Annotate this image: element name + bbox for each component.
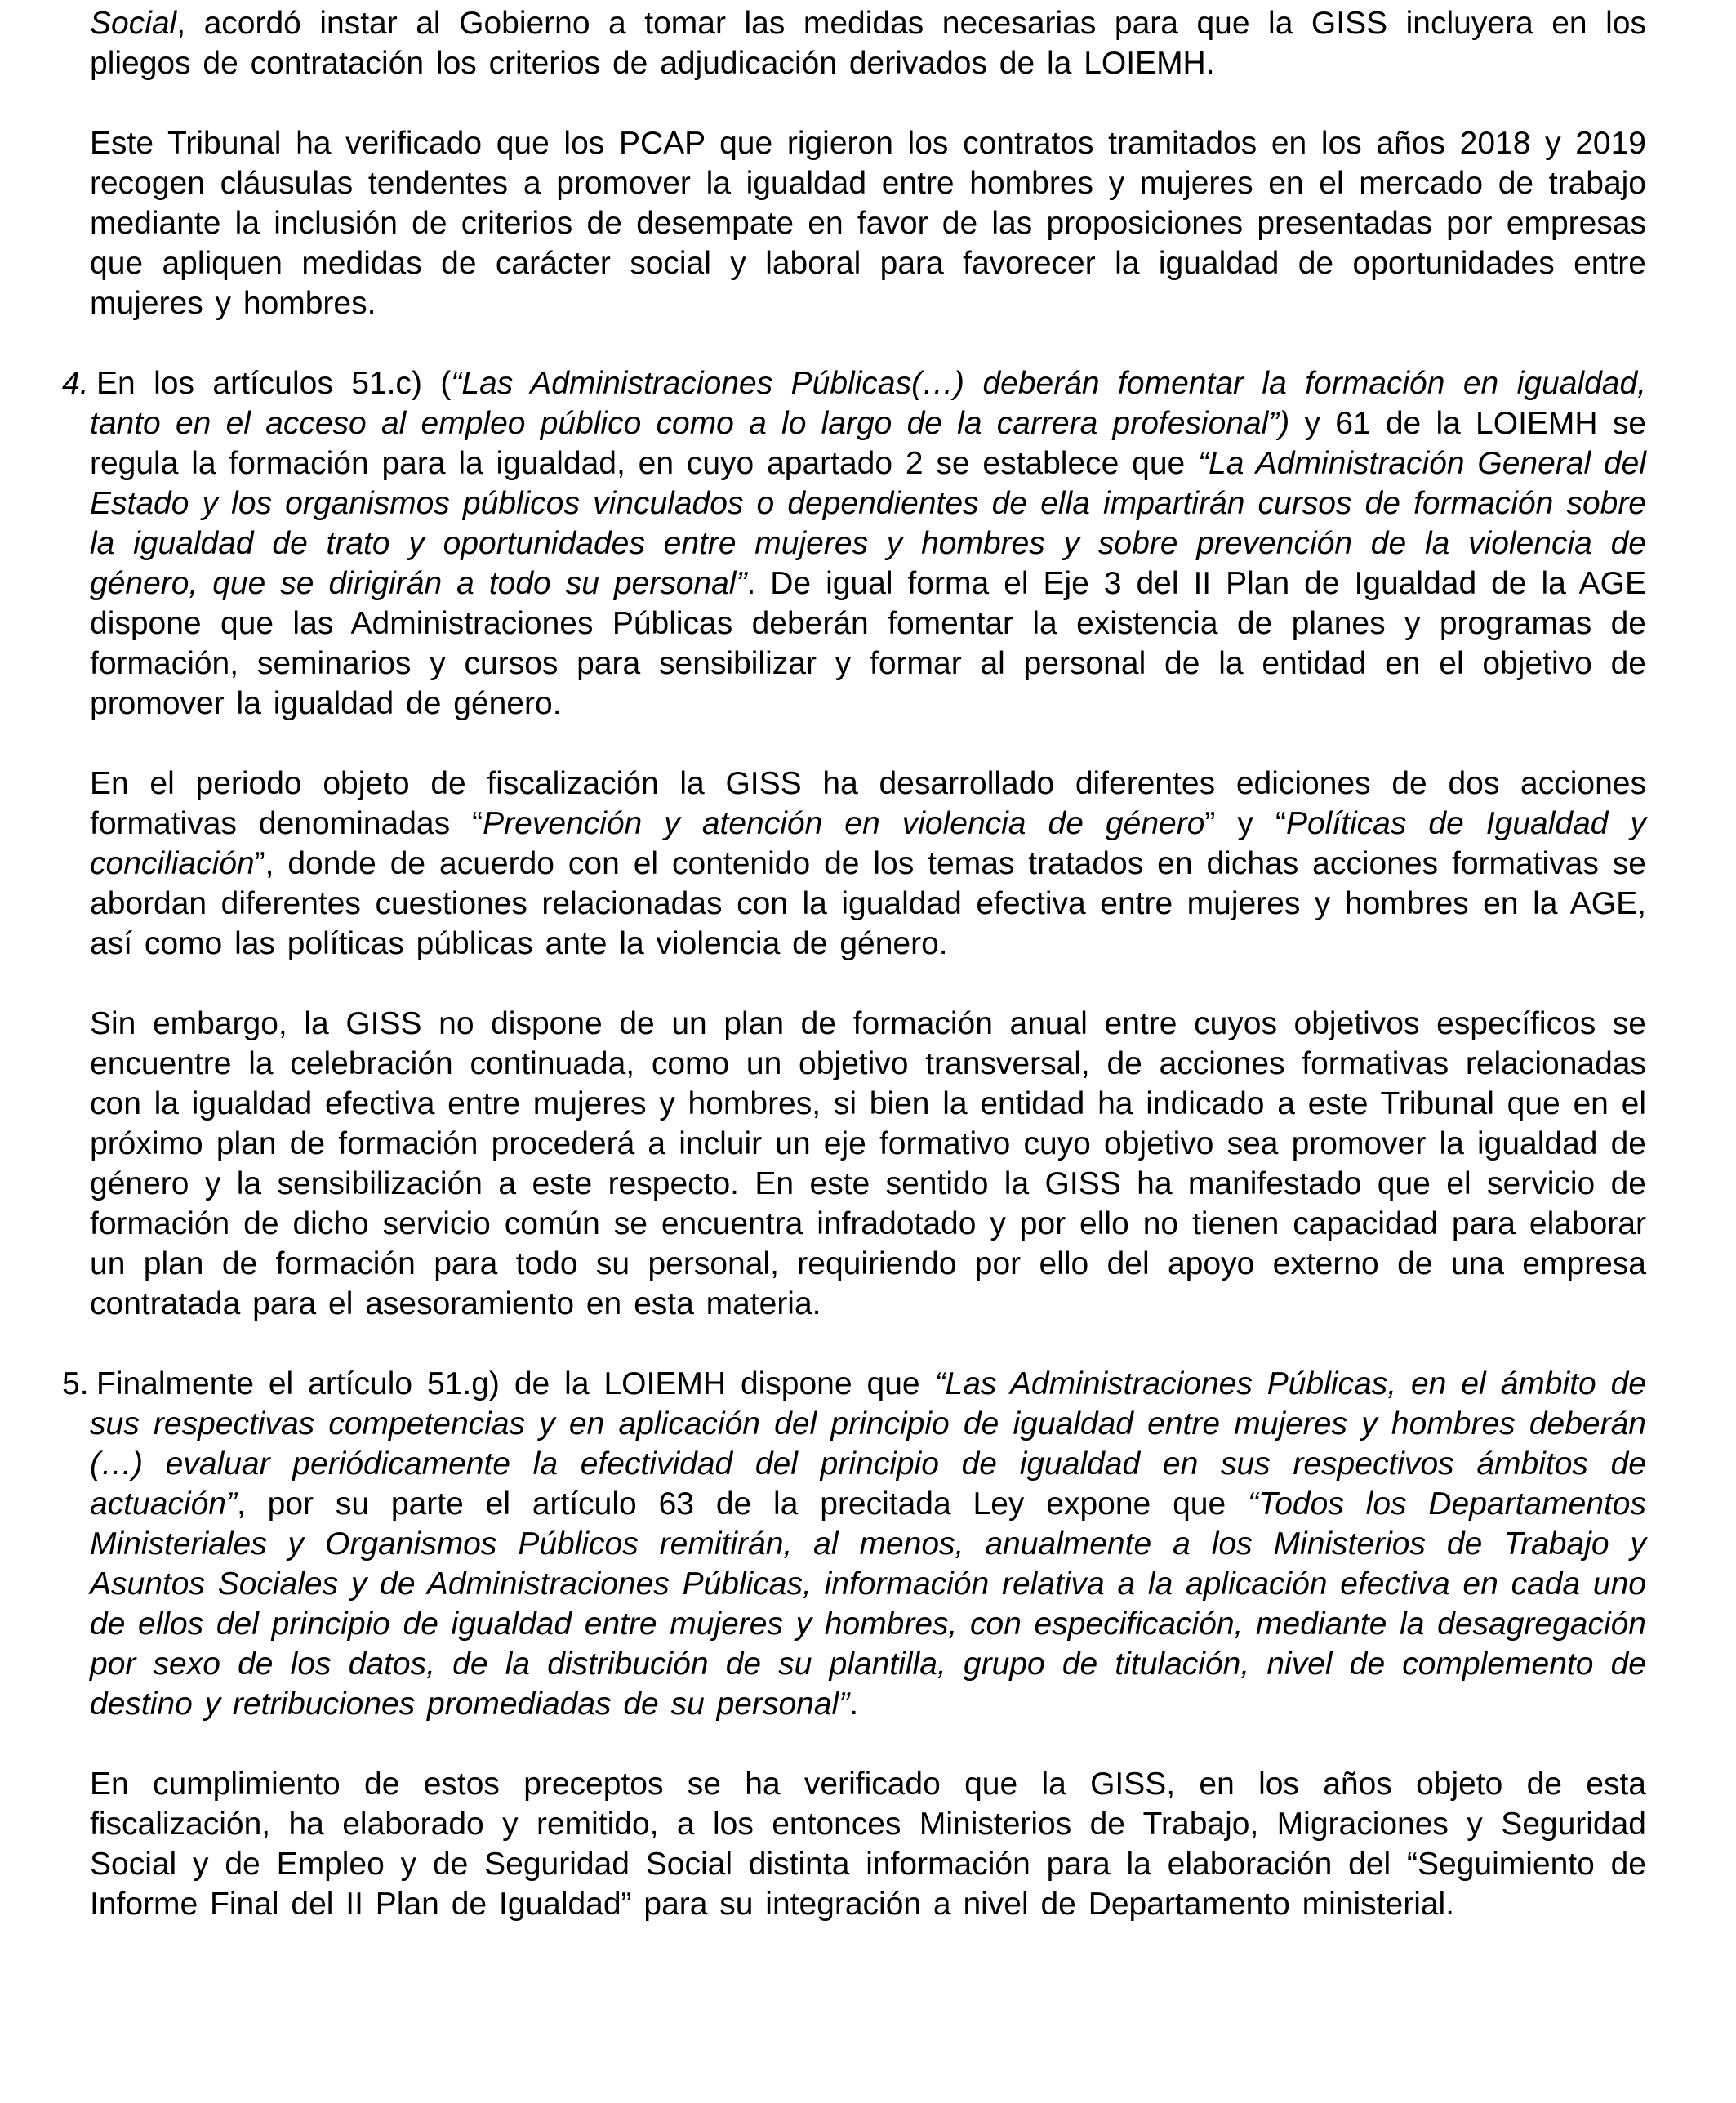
paragraph xyxy=(90,3,1646,83)
text-run: En los artículos 51.c) ( xyxy=(96,366,452,401)
document-body xyxy=(62,3,1647,1924)
numbered-item xyxy=(62,363,1647,724)
text-run: Finalmente el artículo 51.g) de la LOIEMH dispone que xyxy=(96,1366,935,1401)
italic-text-run: “La Administración General del Estado y los organismos públicos vinculados o dependientes de ella impartirán cursos de formación sobre la igualdad de trato y oportunidades entre mujeres y hombres y sobre prevención de la violencia de género, que se dirigirán a todo su personal” xyxy=(90,446,1646,601)
numbered-item xyxy=(62,1364,1647,1724)
italic-text-run: Políticas de Igualdad y conciliación xyxy=(90,806,1646,881)
paragraph xyxy=(90,1764,1646,1924)
text-run: ”, donde de acuerdo con el contenido de los temas tratados en dichas acciones formativas se abordan diferentes cuestiones relacionadas con la igualdad efectiva entre mujeres y hombres en la AGE, así como las políticas públicas ante la violencia de género. xyxy=(90,846,1646,961)
text-run: En cumplimiento de estos preceptos se ha verificado que la GISS, en los años objeto de esta fiscalización, ha elaborado y remitido, a los entonces Ministerios de Trabajo, Migraciones y Seguridad Social y de Empleo y de Seguridad Social distinta información para la elaboración del “Seguimiento de Informe Final del II Plan de Igualdad” para su integración a nivel de Departamento ministerial. xyxy=(90,1767,1646,1922)
italic-text-run: Social xyxy=(90,6,177,41)
list-number: 4. xyxy=(62,366,89,401)
text-run: y 61 de la LOIEMH se regula la formación para la igualdad, en cuyo apartado 2 se establece que xyxy=(90,406,1647,481)
text-run: , acordó instar al Gobierno a tomar las medidas necesarias para que la GISS incluyera en los pliegos de contratación los criterios de adjudicación derivados de la LOIEMH. xyxy=(90,6,1646,81)
text-run: Sin embargo, la GISS no dispone de un plan de formación anual entre cuyos objetivos específicos se encuentre la celebración continuada, como un objetivo transversal, de acciones formativas relacionadas con la igualdad efectiva entre mujeres y hombres, si bien la entidad ha indicado a este Tribunal que en el próximo plan de formación procederá a incluir un eje formativo cuyo objetivo sea promover la igualdad de género y la sensibilización a este respecto. En este sentido la GISS ha manifestado que el servicio de formación de dicho servicio común se encuentra infradotado y por ello no tienen capacidad para elaborar un plan de formación para todo su personal, requiriendo por ello del apoyo externo de una empresa contratada para el asesoramiento en esta materia. xyxy=(90,1006,1646,1321)
list-number: 5. xyxy=(62,1366,89,1401)
text-run: Este Tribunal ha verificado que los PCAP que rigieron los contratos tramitados en los años 2018 y 2019 recogen cláusulas tendentes a promover la igualdad entre hombres y mujeres en el mercado de trabajo mediante la inclusión de criterios de desempate en favor de las proposiciones presentadas por empresas que apliquen medidas de carácter social y laboral para favorecer la igualdad de oportunidades entre mujeres y hombres. xyxy=(90,126,1646,321)
text-run: . De igual forma el Eje 3 del II Plan de Igualdad de la AGE dispone que las Administraciones Públicas deberán fomentar la existencia de planes y programas de formación, seminarios y cursos para sensibilizar y formar al personal de la entidad en el objetivo de promover la igualdad de género. xyxy=(90,566,1647,721)
paragraph xyxy=(90,123,1646,323)
italic-text-run: “Todos los Departamentos Ministeriales y Organismos Públicos remitirán, al menos, anualmente a los Ministerios de Trabajo y Asuntos Sociales y de Administraciones Públicas, información relativa a la aplicación efectiva en cada uno de ellos del principio de igualdad entre mujeres y hombres, con especificación, mediante la desagregación por sexo de los datos, de la distribución de su plantilla, grupo de titulación, nivel de complemento de destino y retribuciones promediadas de su personal” xyxy=(90,1486,1646,1722)
text-run: En el periodo objeto de fiscalización la GISS ha desarrollado diferentes ediciones de dos acciones formativas denominadas “ xyxy=(90,766,1646,841)
italic-text-run: “Las Administraciones Públicas, en el ámbito de sus respectivas competencias y en aplicación del principio de igualdad entre mujeres y hombres deberán (…) evaluar periódicamente la efectividad del principio de igualdad en sus respectivos ámbitos de actuación” xyxy=(90,1366,1647,1522)
paragraph xyxy=(90,1004,1646,1324)
paragraph xyxy=(90,764,1646,964)
text-run: , por su parte el artículo 63 de la precitada Ley expone que xyxy=(236,1486,1248,1522)
text-run: . xyxy=(849,1686,859,1722)
italic-text-run: Prevención y atención en violencia de género xyxy=(483,806,1205,841)
italic-text-run: “Las Administraciones Públicas(…) deberán fomentar la formación en igualdad, tanto en el acceso al empleo público como a lo largo de la carrera profesional”) xyxy=(90,366,1646,441)
text-run: ” y “ xyxy=(1204,806,1286,841)
